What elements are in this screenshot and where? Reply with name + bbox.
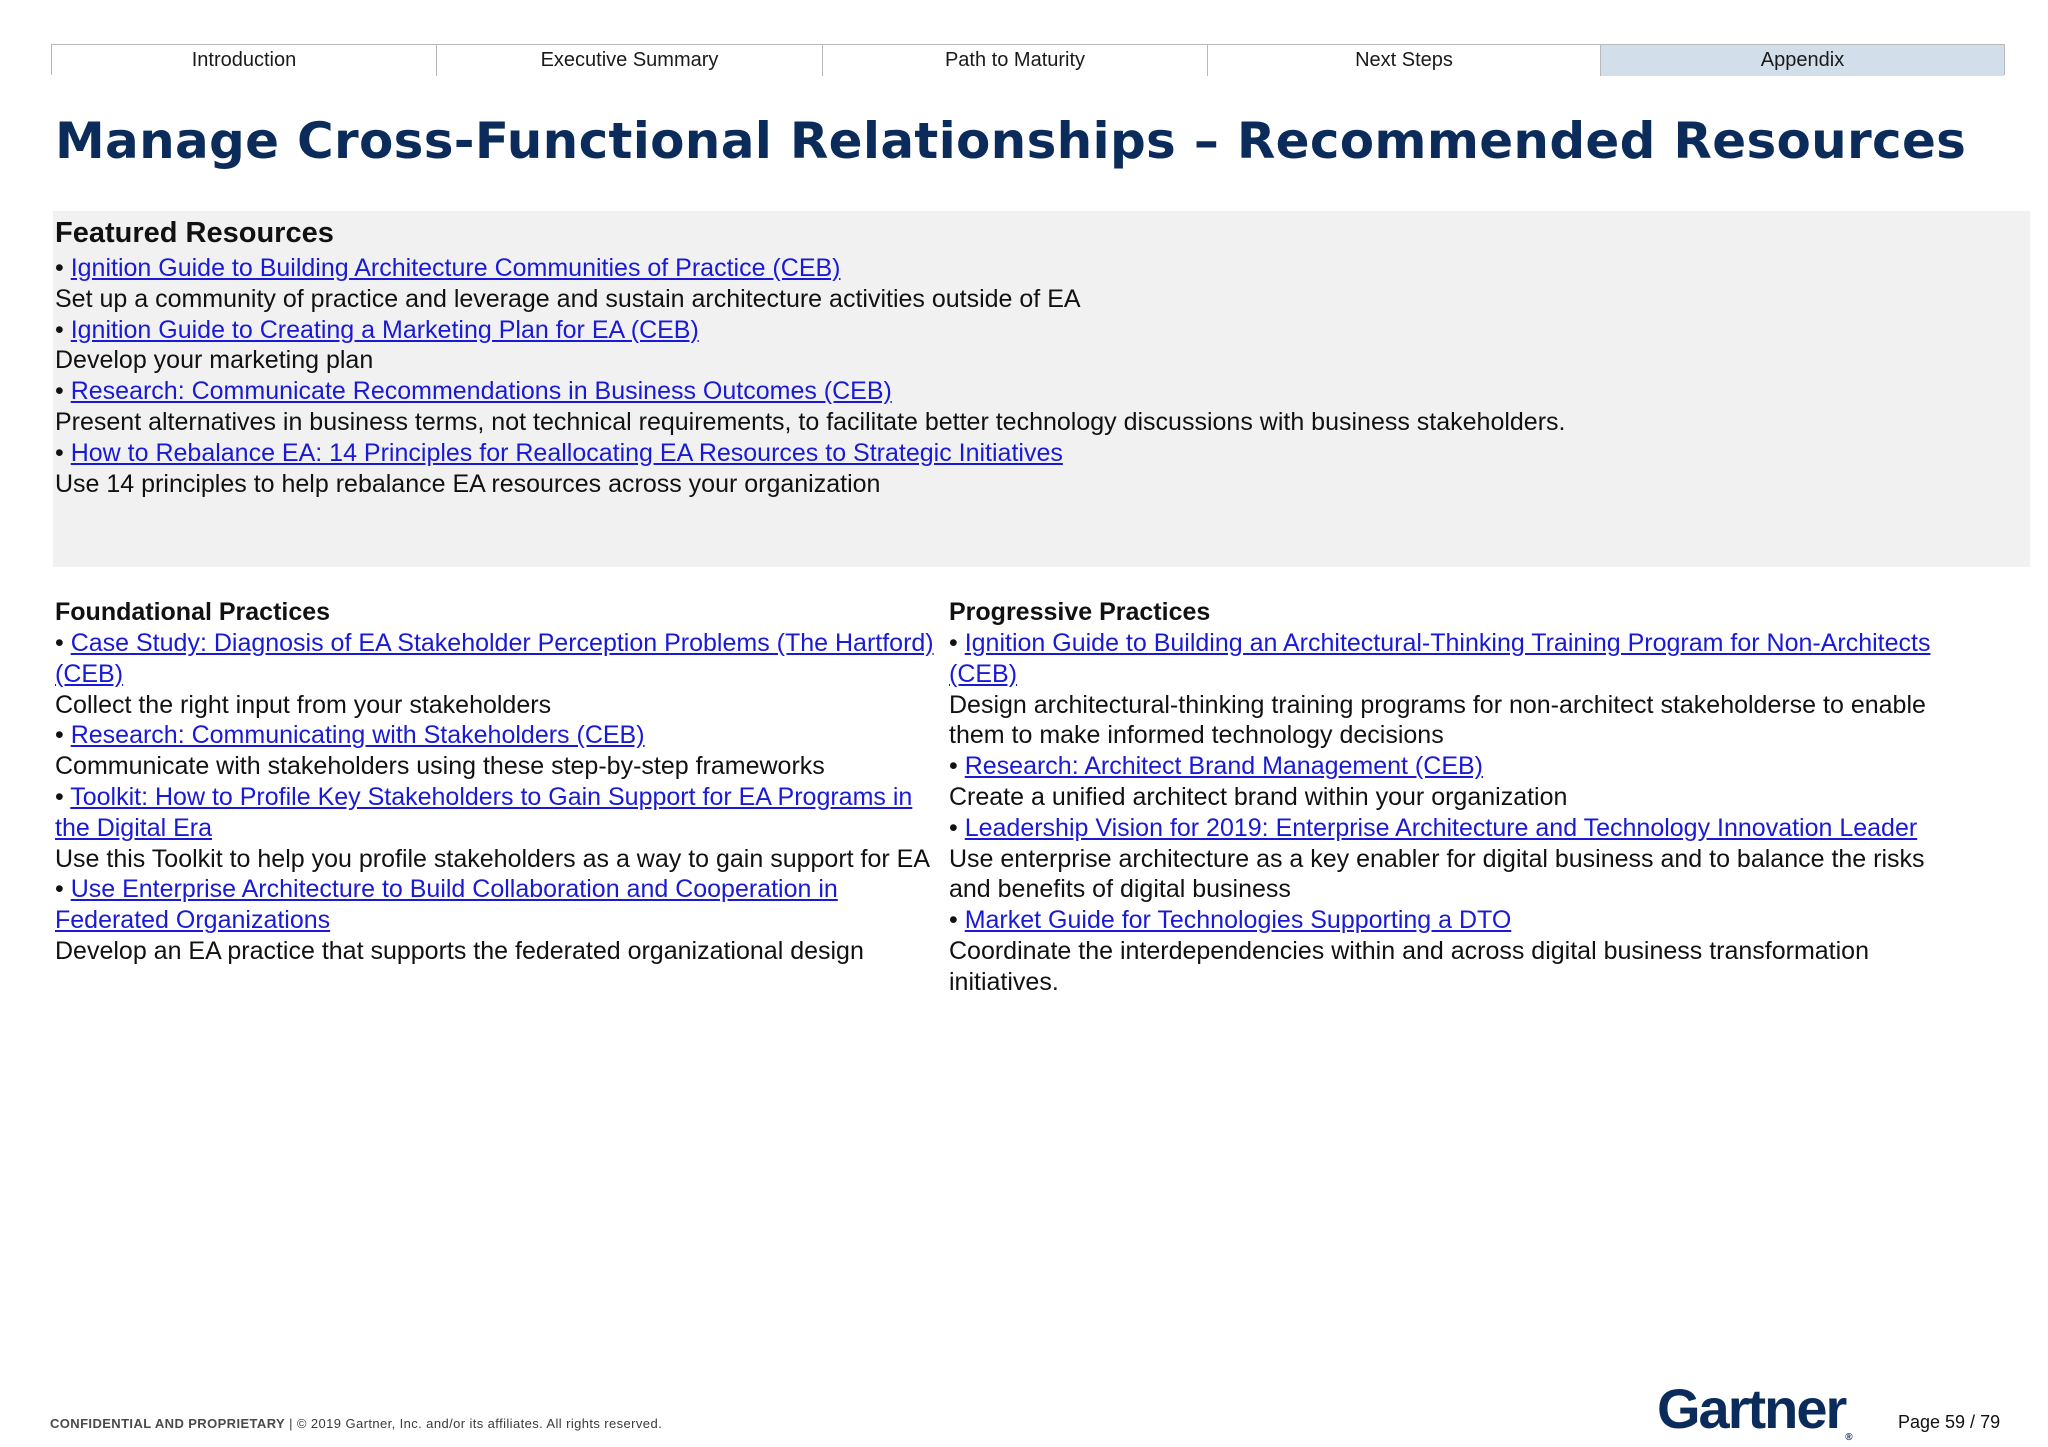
resource-link[interactable]: Ignition Guide to Building an Architectural-Thinking Training Program for Non-Architects (CEB): [949, 629, 1931, 688]
resource-description: Present alternatives in business terms, not technical requirements, to facilitate better technology discussions with business stakeholders.: [55, 407, 1566, 436]
page-title: Manage Cross-Functional Relationships – Recommended Resources: [55, 112, 1967, 170]
resource-link[interactable]: Research: Communicate Recommendations in Business Outcomes (CEB): [70, 377, 892, 406]
featured-resources-panel: [53, 211, 2030, 567]
bullet: •: [949, 752, 965, 781]
bullet: •: [949, 906, 965, 935]
list-item: [949, 751, 1939, 813]
tab-introduction[interactable]: Introduction: [52, 45, 437, 76]
tab-next-steps[interactable]: Next Steps: [1208, 45, 1601, 76]
bullet: •: [949, 629, 965, 657]
bullet: •: [55, 629, 71, 657]
resource-link[interactable]: How to Rebalance EA: 14 Principles for Reallocating EA Resources to Strategic Initiatives: [70, 438, 1063, 467]
bullet: •: [55, 721, 71, 750]
resource-description: Coordinate the interdependencies within and across digital business transformation initiatives.: [949, 936, 1869, 996]
footer-legal: [50, 1416, 662, 1431]
list-item: [949, 813, 1939, 905]
bullet: •: [55, 782, 71, 811]
resource-description: Use 14 principles to help rebalance EA resources across your organization: [55, 469, 881, 498]
logo-text: Gartner: [1657, 1377, 1846, 1440]
list-item: [55, 720, 945, 782]
featured-resources-heading: Featured Resources: [55, 217, 334, 249]
progressive-practices-heading: Progressive Practices: [949, 598, 1211, 626]
bullet: •: [55, 254, 71, 282]
list-item: [55, 782, 945, 874]
list-item: [949, 905, 1939, 997]
resource-link[interactable]: Leadership Vision for 2019: Enterprise Architecture and Technology Innovation Leader: [964, 813, 1918, 842]
resource-description: Collect the right input from your stakeholders: [55, 690, 552, 719]
resource-link[interactable]: Case Study: Diagnosis of EA Stakeholder Perception Problems (The Hartford) (CEB): [55, 629, 934, 688]
copyright-text: © 2019 Gartner, Inc. and/or its affiliates. All rights reserved.: [296, 1416, 663, 1431]
list-item: [55, 628, 945, 720]
bullet: •: [55, 377, 71, 406]
section-nav-tabs: [51, 44, 2005, 75]
list-item: [55, 315, 2030, 377]
bullet: •: [55, 875, 71, 904]
resource-link[interactable]: Ignition Guide to Building Architecture Communities of Practice (CEB): [70, 254, 841, 282]
footer-separator: |: [289, 1416, 293, 1431]
logo-registered-mark: ®: [1845, 1432, 1853, 1444]
resource-link[interactable]: Toolkit: How to Profile Key Stakeholders to Gain Support for EA Programs in the Digital Era: [55, 782, 913, 842]
tab-executive-summary[interactable]: Executive Summary: [437, 45, 823, 76]
list-item: [55, 253, 2030, 315]
resource-description: Use this Toolkit to help you profile stakeholders as a way to gain support for EA: [55, 844, 931, 873]
bullet: •: [55, 315, 71, 344]
page-number: Page 59 / 79: [1898, 1412, 2001, 1432]
resource-link[interactable]: Research: Architect Brand Management (CEB): [964, 752, 1483, 781]
resource-link[interactable]: Use Enterprise Architecture to Build Collaboration and Cooperation in Federated Organizations: [55, 875, 838, 935]
foundational-practices-heading: Foundational Practices: [55, 598, 331, 626]
resource-description: Set up a community of practice and leverage and sustain architecture activities outside of EA: [55, 284, 1081, 313]
bullet: •: [949, 813, 965, 842]
resource-link[interactable]: Research: Communicating with Stakeholders (CEB): [70, 721, 645, 750]
gartner-logo: [1657, 1376, 1853, 1443]
resource-description: Develop an EA practice that supports the federated organizational design: [55, 936, 864, 965]
list-item: [55, 438, 2030, 500]
resource-description: Develop your marketing plan: [55, 346, 374, 375]
tab-appendix[interactable]: Appendix: [1601, 45, 2004, 76]
confidential-label: CONFIDENTIAL AND PROPRIETARY: [50, 1416, 286, 1431]
resource-link[interactable]: Market Guide for Technologies Supporting a DTO: [964, 906, 1512, 935]
resource-description: Use enterprise architecture as a key enabler for digital business and to balance the risks and benefits of digital business: [949, 844, 1925, 904]
resource-description: Design architectural-thinking training programs for non-architect stakeholderse to enable them to make informed technology decisions: [949, 690, 1926, 750]
resource-link[interactable]: Ignition Guide to Creating a Marketing Plan for EA (CEB): [70, 315, 699, 344]
list-item: [949, 628, 1939, 751]
tab-path-to-maturity[interactable]: Path to Maturity: [823, 45, 1208, 76]
progressive-practices-column: [949, 597, 1939, 998]
resource-description: Create a unified architect brand within your organization: [949, 782, 1568, 811]
list-item: [55, 874, 945, 966]
foundational-practices-column: [55, 597, 945, 967]
resource-description: Communicate with stakeholders using these step-by-step frameworks: [55, 752, 825, 781]
list-item: [55, 376, 2030, 438]
bullet: •: [55, 438, 71, 467]
